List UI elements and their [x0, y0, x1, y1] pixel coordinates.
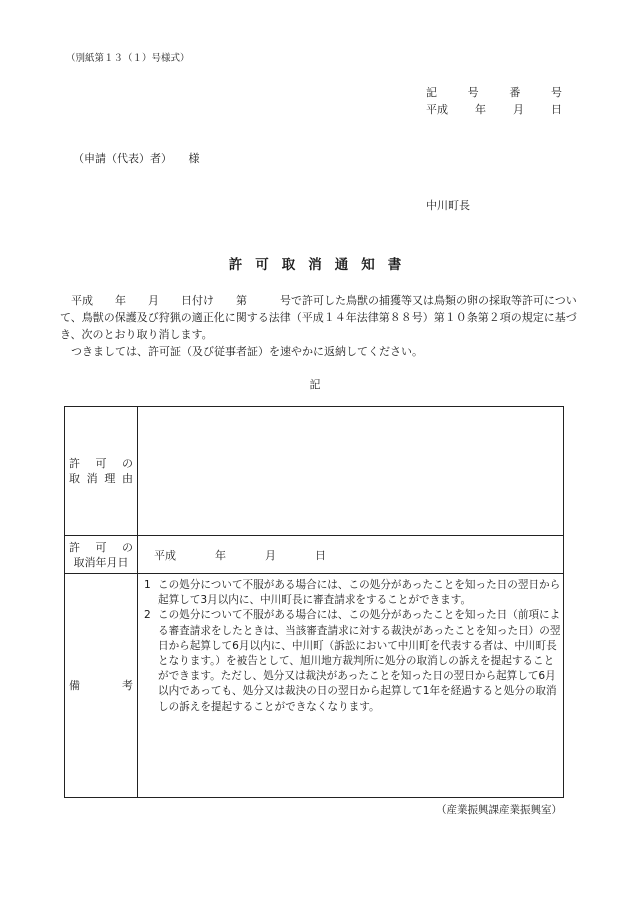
date-label: 許 可 の 取消年月日 [65, 536, 138, 574]
date-row [65, 535, 563, 574]
issue-date-line: 平成 年 月 日 [426, 103, 562, 116]
document-number-line: 記 号 番 号 [426, 86, 562, 99]
document-title: 許可取消通知書 [228, 257, 415, 273]
remarks-notes [144, 578, 562, 715]
remark-item: 2 この処分について不服がある場合には、この処分があったことを知った日（前項による審査請求をしたときは、当該審査請求に対する裁決があったことを知った日）の翌日から起算して6月以内に、中川町（訴訟において中川町を代表する者は、中川町長となります。）を被告として、旭川地方裁判所に処分の取消しの訴えを提起することができます。ただし、処分又は裁決があったことを知った日の翌日から起算して6月以内であっても、処分又は裁決の日の翌日から起算して1年を経過すると処分の取消しの訴えを提起することができなくなります。 [144, 609, 561, 713]
department-footer: （産業振興課産業振興室） [436, 804, 562, 816]
revocation-date: 平成 年 月 日 [154, 549, 326, 562]
recipient: （申請（代表）者） 様 [73, 152, 200, 165]
date-value-cell[interactable] [138, 536, 563, 574]
body-paragraph-2: つきましては、許可証（及び従事者証）を速やかに返納してください。 [71, 345, 423, 358]
issue-number-date [426, 84, 562, 118]
permit-revocation-table [64, 406, 564, 798]
remark-item: 1 この処分について不服がある場合には、この処分があったことを知った日の翌日から起算して3月以内に、中川町長に審査請求をすることができます。 [144, 579, 561, 607]
remarks-row [65, 573, 563, 797]
form-number: （別紙第１３（１）号様式） [66, 53, 190, 64]
body-paragraph-1: 平成 年 月 日付け 第 号で許可した鳥獣の捕獲等又は鳥類の卵の採取等許可について、鳥獣の保護及び狩猟の適正化に関する法律（平成１４年法律第８８号）第１０条第２項の規定に基づき、次のとおり取り消します。 [60, 294, 577, 341]
remarks-label: 備 考 [65, 574, 138, 797]
remarks-content [138, 574, 563, 797]
body-text [60, 292, 580, 360]
issuer: 中川町長 [426, 199, 470, 212]
ki-heading: 記 [309, 378, 321, 391]
reason-label: 許 可 の 取 消 理 由 [65, 407, 138, 535]
reason-value[interactable] [138, 407, 563, 535]
reason-row [65, 407, 563, 535]
